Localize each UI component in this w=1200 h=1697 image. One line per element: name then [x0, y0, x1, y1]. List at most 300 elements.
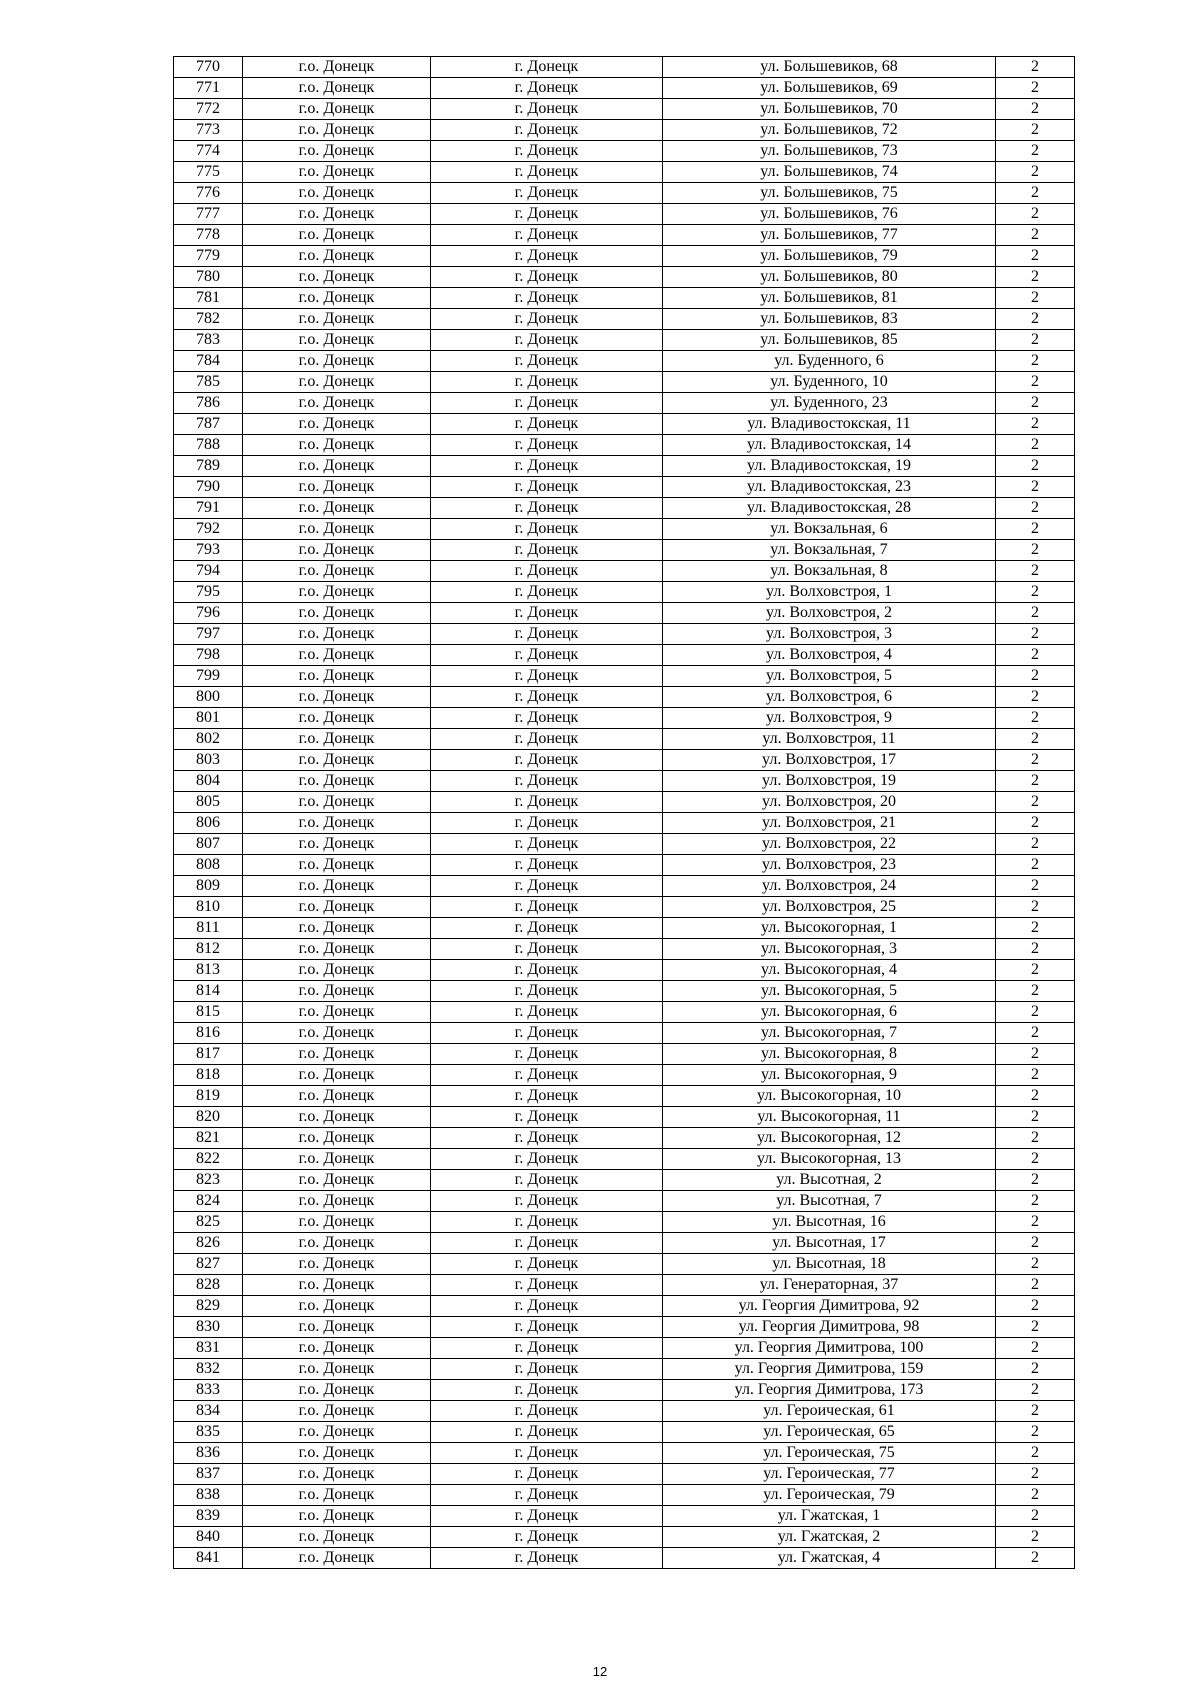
address-cell: ул. Большевиков, 72 [663, 120, 996, 141]
city-cell: г. Донецк [431, 372, 663, 393]
value-cell: 2 [996, 120, 1075, 141]
row-number-cell: 793 [174, 540, 243, 561]
row-number-cell: 797 [174, 624, 243, 645]
district-cell: г.о. Донецк [243, 1380, 431, 1401]
district-cell: г.о. Донецк [243, 834, 431, 855]
address-cell: ул. Владивостокская, 14 [663, 435, 996, 456]
table-row [174, 1023, 1075, 1044]
table-row [174, 855, 1075, 876]
address-cell: ул. Высотная, 17 [663, 1233, 996, 1254]
city-cell: г. Донецк [431, 288, 663, 309]
address-cell: ул. Большевиков, 69 [663, 78, 996, 99]
address-cell: ул. Героическая, 65 [663, 1422, 996, 1443]
city-cell: г. Донецк [431, 1233, 663, 1254]
district-cell: г.о. Донецк [243, 876, 431, 897]
district-cell: г.о. Донецк [243, 393, 431, 414]
city-cell: г. Донецк [431, 1023, 663, 1044]
address-cell: ул. Георгия Димитрова, 92 [663, 1296, 996, 1317]
district-cell: г.о. Донецк [243, 162, 431, 183]
address-cell: ул. Высотная, 16 [663, 1212, 996, 1233]
address-cell: ул. Высокогорная, 1 [663, 918, 996, 939]
city-cell: г. Донецк [431, 1338, 663, 1359]
table-row [174, 141, 1075, 162]
city-cell: г. Донецк [431, 813, 663, 834]
table-row [174, 162, 1075, 183]
city-cell: г. Донецк [431, 981, 663, 1002]
address-cell: ул. Георгия Димитрова, 159 [663, 1359, 996, 1380]
row-number-cell: 819 [174, 1086, 243, 1107]
district-cell: г.о. Донецк [243, 1170, 431, 1191]
row-number-cell: 794 [174, 561, 243, 582]
district-cell: г.о. Донецк [243, 666, 431, 687]
value-cell: 2 [996, 1485, 1075, 1506]
address-cell: ул. Волховстроя, 9 [663, 708, 996, 729]
address-cell: ул. Высокогорная, 7 [663, 1023, 996, 1044]
district-cell: г.о. Донецк [243, 1296, 431, 1317]
row-number-cell: 784 [174, 351, 243, 372]
value-cell: 2 [996, 1338, 1075, 1359]
city-cell: г. Донецк [431, 204, 663, 225]
address-cell: ул. Высотная, 18 [663, 1254, 996, 1275]
row-number-cell: 800 [174, 687, 243, 708]
value-cell: 2 [996, 267, 1075, 288]
district-cell: г.о. Донецк [243, 246, 431, 267]
value-cell: 2 [996, 1506, 1075, 1527]
table-row [174, 309, 1075, 330]
row-number-cell: 807 [174, 834, 243, 855]
value-cell: 2 [996, 1359, 1075, 1380]
city-cell: г. Донецк [431, 1506, 663, 1527]
table-row [174, 204, 1075, 225]
value-cell: 2 [996, 1443, 1075, 1464]
table-row [174, 1128, 1075, 1149]
table-row [174, 771, 1075, 792]
table-row [174, 981, 1075, 1002]
city-cell: г. Донецк [431, 330, 663, 351]
table-row [174, 330, 1075, 351]
value-cell: 2 [996, 309, 1075, 330]
value-cell: 2 [996, 288, 1075, 309]
row-number-cell: 771 [174, 78, 243, 99]
row-number-cell: 783 [174, 330, 243, 351]
city-cell: г. Донецк [431, 750, 663, 771]
value-cell: 2 [996, 1170, 1075, 1191]
city-cell: г. Донецк [431, 582, 663, 603]
table-row [174, 1086, 1075, 1107]
district-cell: г.о. Донецк [243, 1086, 431, 1107]
district-cell: г.о. Донецк [243, 1107, 431, 1128]
row-number-cell: 820 [174, 1107, 243, 1128]
table-row [174, 1170, 1075, 1191]
table-row [174, 435, 1075, 456]
value-cell: 2 [996, 1149, 1075, 1170]
value-cell: 2 [996, 834, 1075, 855]
city-cell: г. Донецк [431, 1044, 663, 1065]
city-cell: г. Донецк [431, 876, 663, 897]
table-row [174, 876, 1075, 897]
value-cell: 2 [996, 624, 1075, 645]
table-row [174, 1212, 1075, 1233]
row-number-cell: 817 [174, 1044, 243, 1065]
address-cell: ул. Волховстроя, 3 [663, 624, 996, 645]
city-cell: г. Донецк [431, 1380, 663, 1401]
city-cell: г. Донецк [431, 897, 663, 918]
value-cell: 2 [996, 99, 1075, 120]
city-cell: г. Донецк [431, 771, 663, 792]
address-cell: ул. Владивостокская, 19 [663, 456, 996, 477]
value-cell: 2 [996, 855, 1075, 876]
city-cell: г. Донецк [431, 99, 663, 120]
table-row [174, 540, 1075, 561]
address-cell: ул. Большевиков, 79 [663, 246, 996, 267]
district-cell: г.о. Донецк [243, 1485, 431, 1506]
district-cell: г.о. Донецк [243, 624, 431, 645]
row-number-cell: 827 [174, 1254, 243, 1275]
table-row [174, 225, 1075, 246]
city-cell: г. Донецк [431, 1359, 663, 1380]
row-number-cell: 787 [174, 414, 243, 435]
district-cell: г.о. Донецк [243, 1065, 431, 1086]
district-cell: г.о. Донецк [243, 519, 431, 540]
city-cell: г. Донецк [431, 477, 663, 498]
table-row [174, 393, 1075, 414]
row-number-cell: 834 [174, 1401, 243, 1422]
city-cell: г. Донецк [431, 1464, 663, 1485]
value-cell: 2 [996, 372, 1075, 393]
city-cell: г. Донецк [431, 1422, 663, 1443]
row-number-cell: 795 [174, 582, 243, 603]
address-cell: ул. Вокзальная, 8 [663, 561, 996, 582]
city-cell: г. Донецк [431, 225, 663, 246]
city-cell: г. Донецк [431, 519, 663, 540]
value-cell: 2 [996, 1527, 1075, 1548]
row-number-cell: 776 [174, 183, 243, 204]
table-row [174, 414, 1075, 435]
row-number-cell: 810 [174, 897, 243, 918]
row-number-cell: 786 [174, 393, 243, 414]
table-row [174, 57, 1075, 78]
district-cell: г.о. Донецк [243, 1317, 431, 1338]
city-cell: г. Донецк [431, 1128, 663, 1149]
city-cell: г. Донецк [431, 1275, 663, 1296]
row-number-cell: 801 [174, 708, 243, 729]
table-row [174, 1422, 1075, 1443]
city-cell: г. Донецк [431, 393, 663, 414]
row-number-cell: 823 [174, 1170, 243, 1191]
row-number-cell: 789 [174, 456, 243, 477]
address-cell: ул. Волховстроя, 17 [663, 750, 996, 771]
address-cell: ул. Большевиков, 77 [663, 225, 996, 246]
address-cell: ул. Высокогорная, 12 [663, 1128, 996, 1149]
district-cell: г.о. Донецк [243, 1233, 431, 1254]
address-cell: ул. Высокогорная, 13 [663, 1149, 996, 1170]
address-cell: ул. Волховстроя, 1 [663, 582, 996, 603]
value-cell: 2 [996, 141, 1075, 162]
value-cell: 2 [996, 183, 1075, 204]
table-row [174, 1044, 1075, 1065]
address-cell: ул. Буденного, 10 [663, 372, 996, 393]
address-cell: ул. Волховстроя, 20 [663, 792, 996, 813]
address-cell: ул. Большевиков, 70 [663, 99, 996, 120]
table-row [174, 708, 1075, 729]
row-number-cell: 779 [174, 246, 243, 267]
city-cell: г. Донецк [431, 939, 663, 960]
district-cell: г.о. Донецк [243, 204, 431, 225]
value-cell: 2 [996, 456, 1075, 477]
address-table [173, 56, 1075, 1569]
address-cell: ул. Генераторная, 37 [663, 1275, 996, 1296]
address-cell: ул. Волховстроя, 11 [663, 729, 996, 750]
district-cell: г.о. Донецк [243, 330, 431, 351]
address-cell: ул. Волховстроя, 23 [663, 855, 996, 876]
table-row [174, 561, 1075, 582]
city-cell: г. Донецк [431, 540, 663, 561]
city-cell: г. Донецк [431, 855, 663, 876]
address-cell: ул. Высокогорная, 4 [663, 960, 996, 981]
value-cell: 2 [996, 939, 1075, 960]
value-cell: 2 [996, 729, 1075, 750]
district-cell: г.о. Донецк [243, 540, 431, 561]
address-cell: ул. Волховстроя, 21 [663, 813, 996, 834]
row-number-cell: 805 [174, 792, 243, 813]
city-cell: г. Донецк [431, 414, 663, 435]
table-row [174, 645, 1075, 666]
table-row [174, 351, 1075, 372]
city-cell: г. Донецк [431, 309, 663, 330]
district-cell: г.о. Донецк [243, 309, 431, 330]
value-cell: 2 [996, 708, 1075, 729]
row-number-cell: 790 [174, 477, 243, 498]
row-number-cell: 836 [174, 1443, 243, 1464]
value-cell: 2 [996, 1275, 1075, 1296]
city-cell: г. Донецк [431, 687, 663, 708]
district-cell: г.о. Донецк [243, 1149, 431, 1170]
table-row [174, 1485, 1075, 1506]
table-row [174, 1464, 1075, 1485]
table-row [174, 897, 1075, 918]
table-row [174, 624, 1075, 645]
address-cell: ул. Большевиков, 73 [663, 141, 996, 162]
district-cell: г.о. Донецк [243, 750, 431, 771]
city-cell: г. Донецк [431, 1107, 663, 1128]
table-row [174, 99, 1075, 120]
district-cell: г.о. Донецк [243, 183, 431, 204]
value-cell: 2 [996, 1065, 1075, 1086]
value-cell: 2 [996, 750, 1075, 771]
value-cell: 2 [996, 1464, 1075, 1485]
value-cell: 2 [996, 1086, 1075, 1107]
city-cell: г. Донецк [431, 498, 663, 519]
city-cell: г. Донецк [431, 1065, 663, 1086]
row-number-cell: 835 [174, 1422, 243, 1443]
district-cell: г.о. Донецк [243, 1506, 431, 1527]
table-row [174, 960, 1075, 981]
row-number-cell: 814 [174, 981, 243, 1002]
row-number-cell: 826 [174, 1233, 243, 1254]
address-cell: ул. Высокогорная, 11 [663, 1107, 996, 1128]
table-row [174, 813, 1075, 834]
address-cell: ул. Владивостокская, 23 [663, 477, 996, 498]
value-cell: 2 [996, 1317, 1075, 1338]
address-cell: ул. Большевиков, 76 [663, 204, 996, 225]
table-row [174, 582, 1075, 603]
row-number-cell: 840 [174, 1527, 243, 1548]
value-cell: 2 [996, 477, 1075, 498]
row-number-cell: 815 [174, 1002, 243, 1023]
address-cell: ул. Волховстроя, 5 [663, 666, 996, 687]
value-cell: 2 [996, 792, 1075, 813]
row-number-cell: 772 [174, 99, 243, 120]
row-number-cell: 832 [174, 1359, 243, 1380]
table-row [174, 1065, 1075, 1086]
value-cell: 2 [996, 603, 1075, 624]
value-cell: 2 [996, 498, 1075, 519]
value-cell: 2 [996, 78, 1075, 99]
value-cell: 2 [996, 897, 1075, 918]
address-cell: ул. Высокогорная, 5 [663, 981, 996, 1002]
address-cell: ул. Владивостокская, 11 [663, 414, 996, 435]
district-cell: г.о. Донецк [243, 1464, 431, 1485]
table-row [174, 372, 1075, 393]
district-cell: г.о. Донецк [243, 1044, 431, 1065]
page-number: 12 [592, 1664, 608, 1679]
table-row [174, 1338, 1075, 1359]
address-cell: ул. Большевиков, 85 [663, 330, 996, 351]
row-number-cell: 802 [174, 729, 243, 750]
district-cell: г.о. Донецк [243, 477, 431, 498]
address-cell: ул. Волховстроя, 22 [663, 834, 996, 855]
row-number-cell: 775 [174, 162, 243, 183]
city-cell: г. Донецк [431, 141, 663, 162]
row-number-cell: 821 [174, 1128, 243, 1149]
city-cell: г. Донецк [431, 624, 663, 645]
row-number-cell: 808 [174, 855, 243, 876]
row-number-cell: 831 [174, 1338, 243, 1359]
value-cell: 2 [996, 351, 1075, 372]
district-cell: г.о. Донецк [243, 1254, 431, 1275]
row-number-cell: 785 [174, 372, 243, 393]
table-row [174, 603, 1075, 624]
value-cell: 2 [996, 1380, 1075, 1401]
row-number-cell: 809 [174, 876, 243, 897]
city-cell: г. Донецк [431, 1485, 663, 1506]
address-cell: ул. Георгия Димитрова, 173 [663, 1380, 996, 1401]
table-row [174, 1443, 1075, 1464]
row-number-cell: 796 [174, 603, 243, 624]
table-row [174, 750, 1075, 771]
table-row [174, 1233, 1075, 1254]
value-cell: 2 [996, 435, 1075, 456]
table-row [174, 1506, 1075, 1527]
value-cell: 2 [996, 1212, 1075, 1233]
city-cell: г. Донецк [431, 603, 663, 624]
row-number-cell: 828 [174, 1275, 243, 1296]
address-cell: ул. Вокзальная, 7 [663, 540, 996, 561]
district-cell: г.о. Донецк [243, 498, 431, 519]
district-cell: г.о. Донецк [243, 729, 431, 750]
value-cell: 2 [996, 1191, 1075, 1212]
table-row [174, 183, 1075, 204]
table-row [174, 792, 1075, 813]
address-cell: ул. Владивостокская, 28 [663, 498, 996, 519]
value-cell: 2 [996, 960, 1075, 981]
table-row [174, 1317, 1075, 1338]
value-cell: 2 [996, 414, 1075, 435]
table-row [174, 1296, 1075, 1317]
city-cell: г. Донецк [431, 435, 663, 456]
city-cell: г. Донецк [431, 645, 663, 666]
address-cell: ул. Высокогорная, 3 [663, 939, 996, 960]
row-number-cell: 833 [174, 1380, 243, 1401]
table-row [174, 1527, 1075, 1548]
address-cell: ул. Героическая, 75 [663, 1443, 996, 1464]
district-cell: г.о. Донецк [243, 414, 431, 435]
row-number-cell: 804 [174, 771, 243, 792]
row-number-cell: 825 [174, 1212, 243, 1233]
address-cell: ул. Волховстроя, 4 [663, 645, 996, 666]
row-number-cell: 773 [174, 120, 243, 141]
city-cell: г. Донецк [431, 1443, 663, 1464]
city-cell: г. Донецк [431, 1191, 663, 1212]
row-number-cell: 777 [174, 204, 243, 225]
district-cell: г.о. Донецк [243, 57, 431, 78]
value-cell: 2 [996, 918, 1075, 939]
row-number-cell: 778 [174, 225, 243, 246]
district-cell: г.о. Донецк [243, 645, 431, 666]
value-cell: 2 [996, 1296, 1075, 1317]
row-number-cell: 781 [174, 288, 243, 309]
address-cell: ул. Гжатская, 2 [663, 1527, 996, 1548]
district-cell: г.о. Донецк [243, 708, 431, 729]
value-cell: 2 [996, 1254, 1075, 1275]
row-number-cell: 811 [174, 918, 243, 939]
district-cell: г.о. Донецк [243, 288, 431, 309]
city-cell: г. Донецк [431, 120, 663, 141]
table-row [174, 1191, 1075, 1212]
value-cell: 2 [996, 330, 1075, 351]
value-cell: 2 [996, 1044, 1075, 1065]
district-cell: г.о. Донецк [243, 939, 431, 960]
district-cell: г.о. Донецк [243, 1023, 431, 1044]
address-cell: ул. Волховстроя, 19 [663, 771, 996, 792]
table-row [174, 939, 1075, 960]
value-cell: 2 [996, 1401, 1075, 1422]
district-cell: г.о. Донецк [243, 351, 431, 372]
value-cell: 2 [996, 582, 1075, 603]
table-row [174, 1275, 1075, 1296]
district-cell: г.о. Донецк [243, 1128, 431, 1149]
row-number-cell: 824 [174, 1191, 243, 1212]
value-cell: 2 [996, 771, 1075, 792]
district-cell: г.о. Донецк [243, 561, 431, 582]
address-cell: ул. Волховстроя, 24 [663, 876, 996, 897]
city-cell: г. Донецк [431, 1548, 663, 1569]
row-number-cell: 816 [174, 1023, 243, 1044]
address-cell: ул. Героическая, 79 [663, 1485, 996, 1506]
value-cell: 2 [996, 876, 1075, 897]
table-row [174, 1149, 1075, 1170]
table-row [174, 519, 1075, 540]
district-cell: г.о. Донецк [243, 120, 431, 141]
value-cell: 2 [996, 645, 1075, 666]
district-cell: г.о. Донецк [243, 1443, 431, 1464]
table-row [174, 456, 1075, 477]
table-row [174, 1254, 1075, 1275]
address-cell: ул. Вокзальная, 6 [663, 519, 996, 540]
address-cell: ул. Волховстроя, 2 [663, 603, 996, 624]
address-cell: ул. Большевиков, 81 [663, 288, 996, 309]
city-cell: г. Донецк [431, 1527, 663, 1548]
